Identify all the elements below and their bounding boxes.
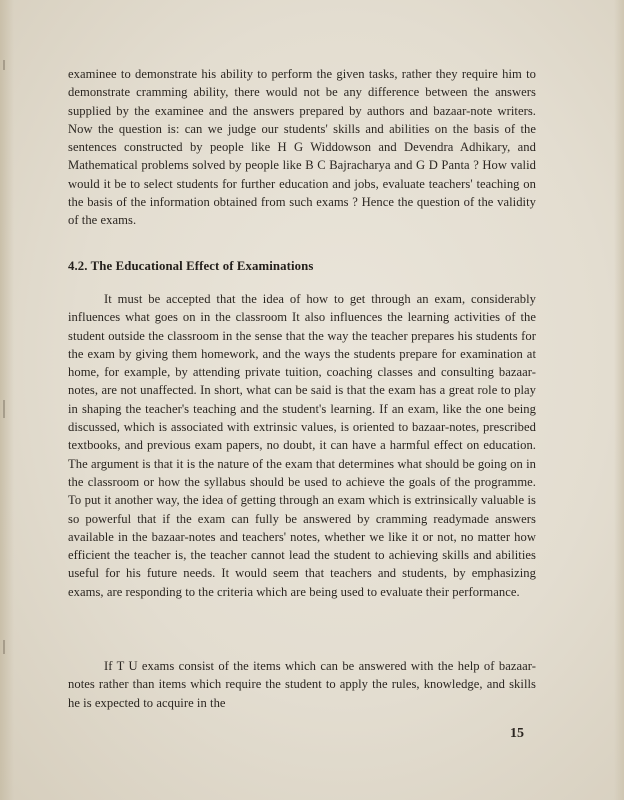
section-heading: 4.2. The Educational Effect of Examinations <box>68 259 314 273</box>
page-number: 15 <box>510 726 524 741</box>
body-paragraph: If T U exams consist of the items which can be answered with the help of bazaar-notes rather than items which require the student to apply the rules, knowledge, and skills he is expected to acquire in the <box>68 659 536 710</box>
binding-mark <box>3 400 5 418</box>
binding-mark <box>3 60 5 70</box>
body-paragraph: It must be accepted that the idea of how to get through an exam, considerably influences what goes on in the classroom It also influences the learning activities of the student outside the classroom in the sense that the way the teacher prepares his students for the exam by giving them homework, and the ways the students prepare for examination at home, for example, by attending private tuition, coaching classes and consulting bazaar-notes, are not unaffected. In short, what can be said is that the exam has a great role to play in shaping the teacher's teaching and the student's learning. If an exam, like the one being discussed, which is associated with extrinsic values, is oriented to bazaar-notes, prescribed textbooks, and previous exam papers, no doubt, it can have a harmful effect on education. The argument is that it is the nature of the exam that determines what should be going on in the classroom or how the syllabus should be used to achieve the goals of the programme. To put it another way, the idea of getting through an exam which is extrinsically valuable is so powerful that if the exam can fully be answered by cramming readymade answers available in the bazaar-notes and teachers' notes, whether we like it or not, no matter how efficient the teacher is, the teacher cannot lead the student to achieving skills and abilities useful for his future needs. It would seem that teachers and students, by emphasizing exams, are responding to the criteria which are being used to evaluate their performance. <box>68 292 536 599</box>
binding-mark <box>3 640 5 654</box>
body-paragraph: examinee to demonstrate his ability to perform the given tasks, rather they require him to demonstrate cramming ability, there would not be any difference between the answers supplied by the examinee and the answers prepared by authors and bazaar-note writers. Now the question is: can we judge our students' skills and abilities on the basis of the sentences constructed by people like H G Widdowson and Devendra Adhikary, and Mathematical problems solved by people like B C Bajracharya and G D Panta ? How valid would it be to select students for further education and jobs, evaluate teachers' teaching on the basis of the information obtained from such exams ? Hence the question of the validity of the exams. <box>68 67 536 228</box>
